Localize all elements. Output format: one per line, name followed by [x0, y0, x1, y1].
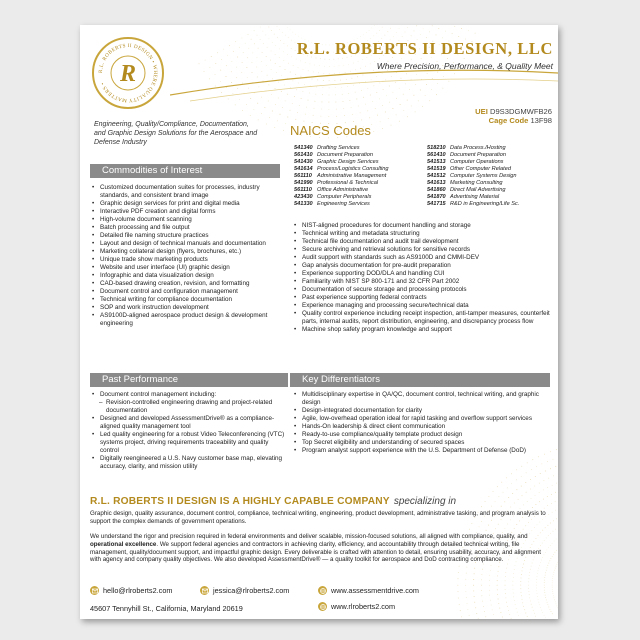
list-item: • Document control and configuration management: [90, 288, 285, 296]
commodities-list-right: [292, 222, 550, 334]
intro-statement: Engineering, Quality/Compliance, Documentation, and Graphic Design Solutions for the Aerospace and Defense Industry: [94, 121, 258, 146]
commodities-list-left: [90, 184, 285, 328]
capability-statement-page: [80, 25, 558, 619]
list-item: • Infographic and data visualization design: [90, 272, 285, 280]
list-item: • Batch processing and file output: [90, 224, 285, 232]
list-item: • Detailed file naming structure practices: [90, 232, 285, 240]
naics-name: Other Computer Related: [450, 166, 511, 173]
list-item: • Digitally reengineered a U.S. Navy customer base map, elevating accuracy, clarity, and mission utility: [90, 455, 285, 471]
list-item: – Revision-controlled engineering drawing and project-related documentation: [90, 399, 285, 415]
naics-row: [427, 152, 519, 159]
naics-name: Computer Operations: [450, 159, 504, 166]
capabilities-paragraph: Graphic design, quality assurance, document control, compliance, technical writing, engineering, product development, administrative tasking, and program analysis to support the complex demands of government operations.: [90, 510, 546, 525]
list-item: • Experience managing and processing secure/technical data: [292, 302, 550, 310]
email-contact-2[interactable]: [200, 586, 289, 595]
list-item: • Program analyst support experience with the U.S. Department of Defense (DoD): [292, 447, 550, 455]
naics-code: 541340: [294, 145, 313, 151]
header-title-block: [178, 39, 553, 71]
globe-icon: [318, 586, 327, 595]
commodities-heading: Commodities of Interest: [90, 164, 280, 178]
svg-text:R.L. ROBERTS II DESIGN • WHERE: R.L. ROBERTS II DESIGN • WHERE QUALITY MATTERS •: [97, 42, 159, 104]
web-contact-1[interactable]: [318, 586, 419, 595]
naics-name: R&D in Engineering/Life Sc.: [450, 201, 520, 208]
web-2-text[interactable]: www.rlroberts2.com: [331, 602, 396, 611]
naics-name: Office Administrative: [317, 187, 369, 194]
naics-name: Drafting Services: [317, 145, 360, 151]
mission-text-a: We understand the rigor and precision required in federal environments and deliver scalable, mission-focused solutions, all aligned with compliance, quality, and: [90, 533, 528, 540]
list-item: • Layout and design of technical manuals and documentation: [90, 240, 285, 248]
cage-label: Cage Code: [488, 116, 529, 125]
cage-value: 13F98: [530, 116, 552, 125]
naics-row: [294, 187, 389, 194]
list-item: • Marketing collateral design (flyers, brochures, etc.): [90, 248, 285, 256]
list-item: • Design-integrated documentation for clarity: [292, 407, 550, 415]
email-icon: [90, 586, 99, 595]
naics-name: Marketing Consulting: [450, 180, 503, 187]
naics-name: Document Preparation: [450, 152, 506, 159]
naics-name: Graphic Design Services: [317, 159, 379, 166]
naics-row: [427, 201, 519, 208]
naics-code: 541614: [294, 166, 313, 173]
naics-code: 561410: [427, 152, 446, 159]
naics-right-column: [427, 145, 519, 208]
mission-paragraph: [90, 533, 550, 564]
list-item: • Multidisciplinary expertise in QA/QC, document control, technical writing, and graphic design: [292, 391, 550, 407]
web-contact-2[interactable]: [318, 602, 395, 611]
naics-row: [294, 194, 389, 201]
past-performance-list: [90, 391, 285, 471]
naics-code: 423430: [294, 194, 313, 201]
naics-name: Document Preparation: [317, 152, 373, 159]
list-item: • Customized documentation suites for processes, industry standards, and consistent brand image: [90, 184, 285, 200]
naics-row: [294, 152, 389, 159]
company-name: R.L. ROBERTS II DESIGN, LLC: [296, 39, 553, 58]
address: [90, 604, 243, 613]
list-item: • Gap analysis documentation for pre-audit preparation: [292, 262, 550, 270]
list-item: • Designed and developed AssessmentDrive® as a compliance-aligned quality management tool: [90, 415, 285, 431]
naics-row: [294, 173, 389, 180]
past-performance-heading: Past Performance: [90, 373, 288, 387]
naics-code: 561110: [294, 187, 312, 194]
list-item: • Unique trade show marketing products: [90, 256, 285, 264]
list-item: • High-volume document scanning: [90, 216, 285, 224]
list-item: • Agile, low-overhead operation ideal for rapid tasking and overflow support services: [292, 415, 550, 423]
naics-code: 561110: [294, 173, 312, 180]
naics-row: [294, 166, 389, 173]
naics-name: Computer Peripherals: [317, 194, 372, 201]
naics-title: NAICS Codes: [290, 123, 371, 138]
uei-label: UEI: [475, 107, 488, 116]
company-identifiers: [475, 107, 552, 125]
list-item: • Technical writing for compliance documentation: [90, 296, 285, 304]
list-item: • Interactive PDF creation and digital forms: [90, 208, 285, 216]
list-item: • Past experience supporting federal contracts: [292, 294, 550, 302]
naics-row: [294, 180, 389, 187]
naics-row: [294, 159, 389, 166]
naics-name: Direct Mail Advertising: [450, 187, 506, 194]
naics-row: [427, 145, 519, 152]
naics-name: Administrative Management: [317, 173, 387, 180]
mission-text-bold: operational excellence: [90, 540, 157, 548]
company-tagline: Where Precision, Performance, & Quality Meet: [376, 61, 553, 71]
naics-row: [294, 201, 389, 208]
capable-headline: [90, 491, 558, 509]
naics-name: Advertising Material: [450, 194, 500, 201]
email-2-text[interactable]: jessica@rlroberts2.com: [213, 586, 290, 595]
list-item: • Quality control experience including receipt inspection, anti-tamper measures, counterfeit parts, internal audits, report distribution, engineering, and discrepancy process flow: [292, 310, 550, 326]
naics-row: [427, 173, 519, 180]
list-item: • Technical writing and metadata structuring: [292, 230, 550, 238]
naics-name: Computer Systems Design: [450, 173, 517, 180]
list-item: • Ready-to-use compliance/quality template product design: [292, 431, 550, 439]
naics-row: [427, 180, 519, 187]
naics-code: 541519: [427, 166, 446, 173]
list-item: • Audit support with standards such as AS9100D and CMMI-DEV: [292, 254, 550, 262]
list-item: • Graphic design services for print and digital media: [90, 200, 285, 208]
naics-left-column: [294, 145, 389, 208]
header-swoosh: [170, 65, 558, 105]
company-logo: [92, 37, 164, 109]
naics-row: [427, 166, 519, 173]
naics-name: Engineering Services: [317, 201, 370, 208]
naics-code: 541330: [294, 201, 313, 208]
naics-code: 518210: [427, 145, 446, 151]
list-item: • Machine shop safety program knowledge and support: [292, 326, 550, 334]
list-item: • NIST-aligned procedures for document handling and storage: [292, 222, 550, 230]
key-differentiators-list: [292, 391, 550, 455]
naics-row: [427, 194, 519, 201]
list-item: • Hands-On leadership & direct client communication: [292, 423, 550, 431]
list-item: • Document control management including:: [90, 391, 285, 399]
naics-name: Process/Logistics Consulting: [317, 166, 389, 173]
naics-row: [427, 187, 519, 194]
naics-code: 541430: [294, 159, 313, 166]
naics-code: 541870: [427, 194, 446, 201]
capable-headline-text: R.L. ROBERTS II DESIGN IS A HIGHLY CAPABLE COMPANY: [90, 496, 390, 507]
email-contact-1[interactable]: [90, 586, 172, 595]
specializing-text: specializing in: [393, 496, 457, 507]
address-text: 45607 Tennyhill St., California, Maryland 20619: [90, 604, 243, 613]
naics-row: [294, 145, 389, 152]
svg-text:R: R: [119, 61, 137, 87]
naics-code: 541512: [427, 173, 446, 180]
naics-row: [427, 159, 519, 166]
list-item: • Website and user interface (UI) graphic design: [90, 264, 285, 272]
naics-code: 541613: [427, 180, 446, 187]
list-item: • AS9100D-aligned aerospace product design & development engineering: [90, 312, 285, 328]
list-item: • Secure archiving and retrieval solutions for sensitive records: [292, 246, 550, 254]
list-item: • Experience supporting DOD/DLA and handling CUI: [292, 270, 550, 278]
naics-code: 541860: [427, 187, 446, 194]
email-1-text[interactable]: hello@rlroberts2.com: [103, 586, 173, 595]
mission-text-b: . We support federal agencies and contractors in achieving clarity, efficiency, and accountability through detailed technical writing, file management, quality/document support, and impactful graphic design. Every deliverable is crafted with attention to detail, ensuring usability, accuracy, and alignment with agency and company quality objectives. We also developed AssessmentDrive® — a quality toolkit for aerospace and DoD contracting compliance.: [90, 540, 542, 564]
list-item: • Documentation of secure storage and processing protocols: [292, 286, 550, 294]
globe-icon: [318, 602, 327, 611]
key-differentiators-heading: Key Differentiators: [288, 373, 550, 387]
naics-code: 541990: [294, 180, 313, 187]
naics-name: Data Process./Hosting: [450, 145, 506, 151]
list-item: • Top Secret eligibility and understanding of secured spaces: [292, 439, 550, 447]
naics-code: 541513: [427, 159, 446, 166]
email-icon: [200, 586, 209, 595]
naics-code: 541715: [427, 201, 446, 208]
web-1-text[interactable]: www.assessmentdrive.com: [331, 586, 419, 595]
naics-name: Professional & Technical: [317, 180, 379, 187]
list-item: • SOP and work instruction development: [90, 304, 285, 312]
list-item: • Led quality engineering for a robust Video Teleconferencing (VTC) systems project, driving requirements traceability and quality control: [90, 431, 285, 455]
list-item: • Familiarity with NIST SP 800-171 and 32 CFR Part 2002: [292, 278, 550, 286]
list-item: • Technical file documentation and audit trail development: [292, 238, 550, 246]
list-item: • CAD-based drawing creation, revision, and formatting: [90, 280, 285, 288]
naics-code: 561410: [294, 152, 313, 159]
uei-value: D9S3DGMWFB26: [489, 107, 552, 116]
